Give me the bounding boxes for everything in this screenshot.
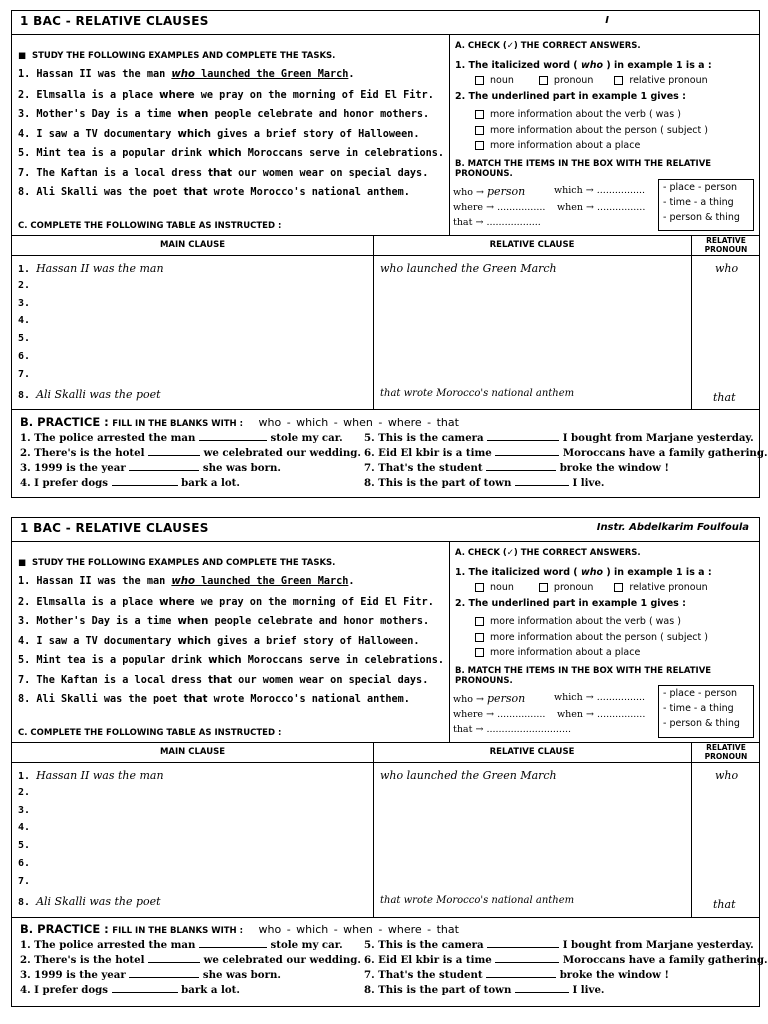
row8-relative-clause: that wrote Morocco's national anthem xyxy=(380,388,575,399)
row1-relative-clause: who launched the Green March xyxy=(380,262,557,275)
question-2: 2. The underlined part in example 1 gives : xyxy=(455,598,686,609)
table-rows xyxy=(18,262,164,406)
row8-relative-clause: that wrote Morocco's national anthem xyxy=(380,895,575,906)
checkbox[interactable] xyxy=(539,76,548,85)
practice-item: 1. The police arrested the man stole my car. xyxy=(20,432,343,444)
option-noun[interactable]: noun xyxy=(475,582,514,593)
q1-options xyxy=(475,75,708,86)
example-item: 7. The Kaftan is a local dress that our women wear on special days. xyxy=(18,674,429,686)
worksheet-top xyxy=(11,10,768,498)
section-b-match-heading: B. MATCH THE ITEMS IN THE BOX WITH THE RELATIVE PRONOUNS. xyxy=(455,159,712,179)
header-relative-clause: RELATIVE CLAUSE xyxy=(489,747,575,757)
header-relative-pronoun: RELATIVE PRONOUN xyxy=(704,236,748,254)
examples-list xyxy=(18,69,444,207)
practice-item: 2. There's is the hotel we celebrated our wedding. xyxy=(20,954,361,966)
section-b-match-heading: B. MATCH THE ITEMS IN THE BOX WITH THE RELATIVE PRONOUNS. xyxy=(455,666,712,686)
option-pronoun[interactable]: pronoun xyxy=(539,582,593,593)
practice-right xyxy=(364,432,768,492)
table-row: 2. xyxy=(18,279,31,291)
option-person[interactable]: more information about the person ( subject ) xyxy=(475,123,708,139)
blank-field[interactable] xyxy=(199,432,267,441)
example-item: 7. The Kaftan is a local dress that our women wear on special days. xyxy=(18,167,429,179)
example-item: 1. Hassan II was the man who launched the Green March. xyxy=(18,576,355,587)
header-main-clause: MAIN CLAUSE xyxy=(159,240,226,250)
option-place[interactable]: more information about a place xyxy=(475,138,708,154)
checkbox[interactable] xyxy=(475,126,484,135)
option-place[interactable]: more information about a place xyxy=(475,645,708,661)
example-item: 4. I saw a TV documentary which gives a brief story of Halloween. xyxy=(18,635,420,647)
blank-field[interactable] xyxy=(487,939,559,948)
checkbox[interactable] xyxy=(475,633,484,642)
header-main-clause: MAIN CLAUSE xyxy=(159,747,226,757)
match-where: where → ................ xyxy=(453,202,546,213)
table-row: 4. xyxy=(18,315,31,327)
row8-pronoun: that xyxy=(713,391,736,404)
table-row: 6. xyxy=(18,350,31,362)
table-row: 8. Ali Skalli was the poet xyxy=(18,387,161,401)
practice-item: 3. 1999 is the year she was born. xyxy=(20,969,281,981)
checkbox[interactable] xyxy=(475,141,484,150)
example-item: 5. Mint tea is a popular drink which Moroccans serve in celebrations. xyxy=(18,655,445,666)
match-when: when → ................ xyxy=(557,202,646,213)
practice-item: 8. This is the part of town I live. xyxy=(364,984,605,996)
table-row: 5. xyxy=(18,333,31,345)
section-c-heading: C. COMPLETE THE FOLLOWING TABLE AS INSTRUCTED : xyxy=(18,728,282,738)
practice-left xyxy=(20,432,361,492)
example-item: 2. Elmsalla is a place where we pray on the morning of Eid El Fitr. xyxy=(18,89,434,101)
checkbox[interactable] xyxy=(475,583,484,592)
study-heading: ■ STUDY THE FOLLOWING EXAMPLES AND COMPLETE THE TASKS. xyxy=(18,558,336,568)
match-when: when → ................ xyxy=(557,709,646,720)
practice-item: 2. There's is the hotel we celebrated our wedding. xyxy=(20,447,361,459)
match-that: that → .................. xyxy=(453,217,541,228)
example-item: 3. Mother's Day is a time when people celebrate and honor mothers. xyxy=(18,109,430,120)
table-row: 8. Ali Skalli was the poet xyxy=(18,894,161,908)
blank-field[interactable] xyxy=(515,984,569,993)
row1-pronoun: who xyxy=(715,262,739,275)
option-verb[interactable]: more information about the verb ( was ) xyxy=(475,614,708,630)
blank-field[interactable] xyxy=(129,969,199,978)
match-where: where → ................ xyxy=(453,709,546,720)
option-person[interactable]: more information about the person ( subject ) xyxy=(475,630,708,646)
practice-item: 6. Eid El kbir is a time Moroccans have a family gathering. xyxy=(364,447,768,459)
q1-options xyxy=(475,582,708,593)
blank-field[interactable] xyxy=(148,447,200,456)
table-rows xyxy=(18,769,164,913)
q2-options xyxy=(475,107,708,154)
example-item: 8. Ali Skalli was the poet that wrote Morocco's national anthem. xyxy=(18,694,410,705)
practice-item: 4. I prefer dogs bark a lot. xyxy=(20,984,240,996)
practice-right xyxy=(364,939,768,999)
row1-pronoun: who xyxy=(715,769,739,782)
instructor-name: I xyxy=(605,15,609,26)
match-which: which → ................ xyxy=(554,185,646,196)
question-1: 1. The italicized word ( who ) in example 1 is a : xyxy=(455,567,712,578)
table-row: 3. xyxy=(18,297,31,309)
q2-options xyxy=(475,614,708,661)
blank-field[interactable] xyxy=(199,939,267,948)
table-row: 3. xyxy=(18,804,31,816)
header-relative-pronoun: RELATIVE PRONOUN xyxy=(704,743,748,761)
example-item: 3. Mother's Day is a time when people celebrate and honor mothers. xyxy=(18,616,430,627)
table-row: 4. xyxy=(18,822,31,834)
example-item: 4. I saw a TV documentary which gives a brief story of Halloween. xyxy=(18,128,420,140)
option-relative-pronoun[interactable]: relative pronoun xyxy=(614,75,707,86)
worksheet-header xyxy=(12,11,759,35)
option-noun[interactable]: noun xyxy=(475,75,514,86)
practice-heading: B. PRACTICE : FILL IN THE BLANKS WITH : who - which - when - where - that xyxy=(20,415,459,429)
blank-field[interactable] xyxy=(495,447,559,456)
table-row: 5. xyxy=(18,840,31,852)
practice-item: 8. This is the part of town I live. xyxy=(364,477,605,489)
section-c-heading: C. COMPLETE THE FOLLOWING TABLE AS INSTRUCTED : xyxy=(18,221,282,231)
checkbox[interactable] xyxy=(614,76,623,85)
practice-item: 4. I prefer dogs bark a lot. xyxy=(20,477,240,489)
checkbox[interactable] xyxy=(475,617,484,626)
row8-pronoun: that xyxy=(713,898,736,911)
header-relative-clause: RELATIVE CLAUSE xyxy=(489,240,575,250)
match-legend-box: - place - person - time - a thing - person & thing xyxy=(658,179,754,231)
blank-field[interactable] xyxy=(487,432,559,441)
examples-list xyxy=(18,576,444,714)
option-verb[interactable]: more information about the verb ( was ) xyxy=(475,107,708,123)
blank-field[interactable] xyxy=(112,984,178,993)
blank-field[interactable] xyxy=(486,969,556,978)
practice-item: 5. This is the camera I bought from Marjane yesterday. xyxy=(364,432,754,444)
table-row: 2. xyxy=(18,786,31,798)
blank-field[interactable] xyxy=(486,462,556,471)
practice-item: 1. The police arrested the man stole my car. xyxy=(20,939,343,951)
example-item: 1. Hassan II was the man who launched the Green March. xyxy=(18,69,355,80)
practice-item: 7. That's the student broke the window ! xyxy=(364,462,669,474)
worksheet-title: 1 BAC - RELATIVE CLAUSES xyxy=(20,14,209,28)
section-a-heading: A. CHECK (✓) THE CORRECT ANSWERS. xyxy=(455,548,641,558)
worksheet-bottom xyxy=(11,517,768,1007)
practice-item: 5. This is the camera I bought from Marjane yesterday. xyxy=(364,939,754,951)
blank-field[interactable] xyxy=(495,954,559,963)
blank-field[interactable] xyxy=(148,954,200,963)
practice-item: 3. 1999 is the year she was born. xyxy=(20,462,281,474)
option-pronoun[interactable]: pronoun xyxy=(539,75,593,86)
checkbox[interactable] xyxy=(475,110,484,119)
table-row: 6. xyxy=(18,857,31,869)
option-relative-pronoun[interactable]: relative pronoun xyxy=(614,582,707,593)
blank-field[interactable] xyxy=(129,462,199,471)
blank-field[interactable] xyxy=(515,477,569,486)
practice-item: 6. Eid El kbir is a time Moroccans have a family gathering. xyxy=(364,954,768,966)
question-1: 1. The italicized word ( who ) in example 1 is a : xyxy=(455,60,712,71)
section-a-heading: A. CHECK (✓) THE CORRECT ANSWERS. xyxy=(455,41,641,51)
table-row: 7. xyxy=(18,875,31,887)
example-item: 8. Ali Skalli was the poet that wrote Morocco's national anthem. xyxy=(18,187,410,198)
match-who: who → person xyxy=(453,692,526,705)
practice-heading: B. PRACTICE : FILL IN THE BLANKS WITH : who - which - when - where - that xyxy=(20,922,459,936)
match-who: who → person xyxy=(453,185,526,198)
checkbox[interactable] xyxy=(475,76,484,85)
blank-field[interactable] xyxy=(112,477,178,486)
example-item: 2. Elmsalla is a place where we pray on the morning of Eid El Fitr. xyxy=(18,596,434,608)
study-heading: ■ STUDY THE FOLLOWING EXAMPLES AND COMPLETE THE TASKS. xyxy=(18,51,336,61)
question-2: 2. The underlined part in example 1 gives : xyxy=(455,91,686,102)
example-item: 5. Mint tea is a popular drink which Moroccans serve in celebrations. xyxy=(18,148,445,159)
row1-relative-clause: who launched the Green March xyxy=(380,769,557,782)
instructor-name: Instr. Abdelkarim Foulfoula xyxy=(596,522,749,533)
worksheet-title: 1 BAC - RELATIVE CLAUSES xyxy=(20,521,209,535)
checkbox[interactable] xyxy=(475,648,484,657)
checkbox[interactable] xyxy=(539,583,548,592)
table-row: 1. Hassan II was the man xyxy=(18,262,164,275)
worksheet-header xyxy=(12,518,759,542)
match-legend-box: - place - person - time - a thing - person & thing xyxy=(658,685,754,738)
table-row: 7. xyxy=(18,368,31,380)
match-that: that → ............................ xyxy=(453,724,572,735)
table-row: 1. Hassan II was the man xyxy=(18,769,164,782)
practice-left xyxy=(20,939,361,999)
match-which: which → ................ xyxy=(554,692,646,703)
practice-item: 7. That's the student broke the window ! xyxy=(364,969,669,981)
checkbox[interactable] xyxy=(614,583,623,592)
